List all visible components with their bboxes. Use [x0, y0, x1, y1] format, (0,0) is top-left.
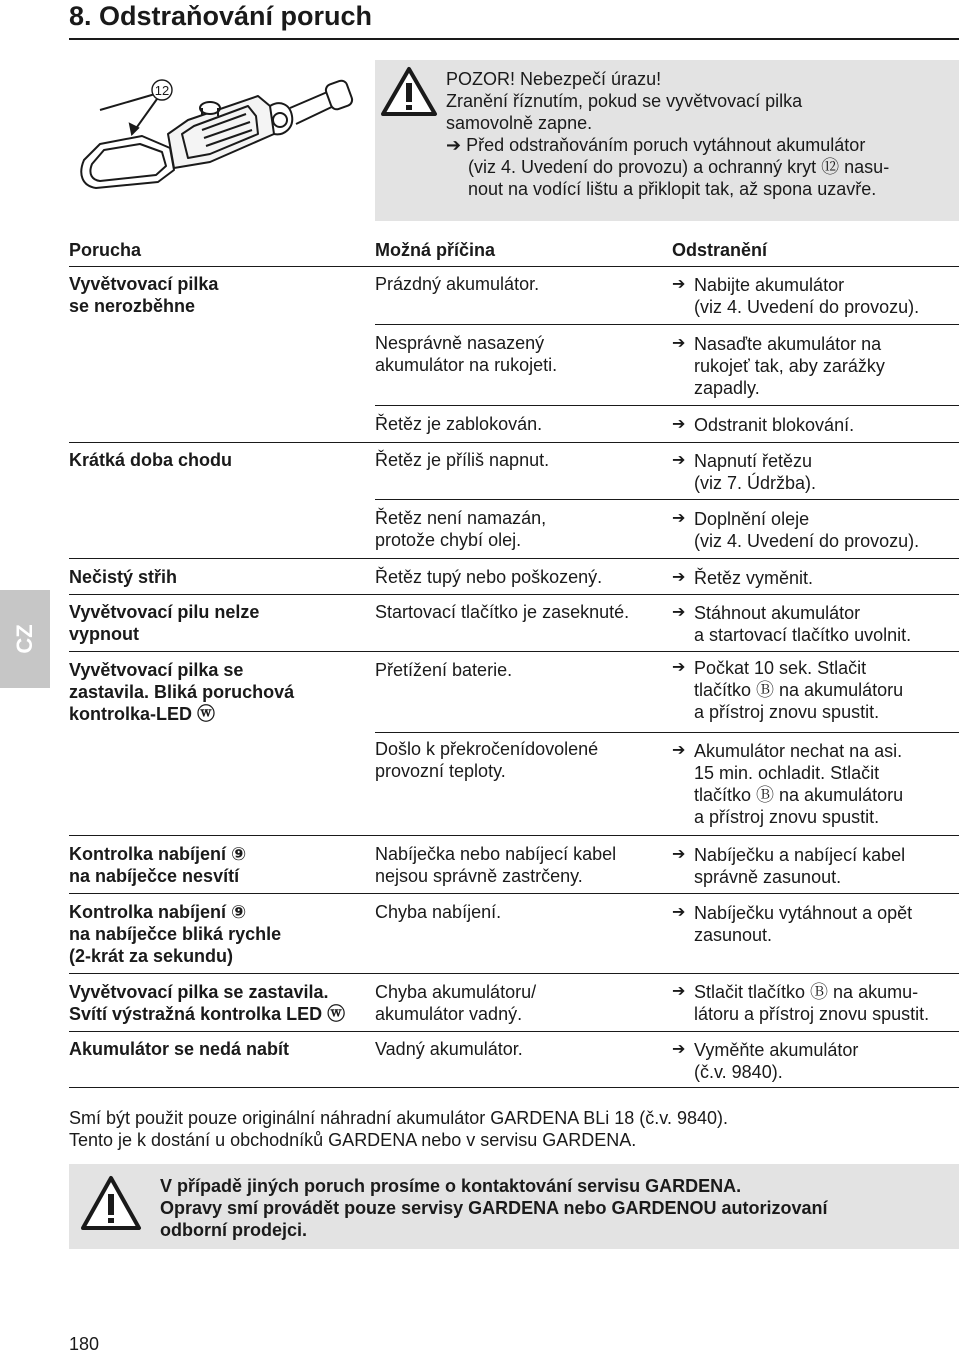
page-number: 180: [69, 1334, 100, 1354]
page-title: 8. Odstraňování poruch: [69, 1, 373, 31]
row-rule: [69, 651, 959, 652]
fault-cell: Akumulátor se nedá nabít: [69, 1039, 290, 1059]
notice-line: odborní prodejci.: [160, 1220, 307, 1240]
cause-cell: Řetěz je zablokován.: [375, 414, 543, 434]
remedy-text: Řetěz vyměnit.: [694, 568, 814, 588]
arrow-icon: ➔: [672, 510, 686, 527]
arrow-icon: ➔: [672, 276, 686, 293]
remedy-cell: [672, 414, 960, 436]
remedy-cell: [672, 567, 960, 589]
fault-cell: Nečistý střih: [69, 567, 178, 587]
cause-cell: Došlo k překročenídovolené provozní teploty.: [375, 739, 599, 781]
row-rule: [375, 405, 959, 406]
arrow-icon: ➔: [672, 452, 686, 469]
cause-cell: Startovací tlačítko je zaseknuté.: [375, 602, 630, 622]
arrow-icon: ➔: [672, 904, 686, 921]
battery-note: [69, 1107, 959, 1151]
warning-heading: POZOR! Nebezpečí úrazu!: [446, 69, 662, 89]
arrow-icon: ➔: [672, 604, 686, 621]
danger-warning-box: [375, 60, 959, 221]
row-rule: [375, 732, 959, 733]
remedy-cell: [672, 1039, 960, 1083]
column-header-remedy: Odstranění: [672, 240, 768, 260]
fault-cell: Vyvětvovací pilu nelze vypnout: [69, 602, 260, 644]
cause-cell: Chyba akumulátoru/ akumulátor vadný.: [375, 982, 537, 1024]
remedy-text: Odstranit blokování.: [694, 415, 855, 435]
remedy-text: Počkat 10 sek. Stlačit tlačítko Ⓑ na akumulátoru a přístroj znovu spustit.: [694, 658, 904, 722]
warning-triangle-icon: [79, 1174, 143, 1234]
row-rule: [69, 1031, 959, 1032]
service-notice-text: [160, 1175, 950, 1241]
cause-cell: Nesprávně nasazený akumulátor na rukojeti.: [375, 333, 558, 375]
remedy-text: Stáhnout akumulátor a startovací tlačítko uvolnit.: [694, 603, 912, 645]
arrow-icon: ➔: [672, 416, 686, 433]
warning-line: ➔ Před odstraňováním poruch vytáhnout akumulátor: [446, 135, 866, 155]
language-tab: [0, 590, 50, 688]
remedy-text: Nasaďte akumulátor na rukojeť tak, aby zarážky zapadly.: [694, 334, 885, 398]
fault-cell: Vyvětvovací pilka se zastavila. Svítí výstražná kontrolka LED ⓦ: [69, 982, 346, 1024]
header-rule: [69, 266, 959, 267]
remedy-cell: [672, 508, 960, 552]
remedy-cell: [672, 450, 960, 494]
fault-cell: Vyvětvovací pilka se nerozběhne: [69, 274, 219, 316]
row-rule: [69, 442, 959, 443]
column-header-cause: Možná příčina: [375, 240, 496, 260]
row-rule: [69, 558, 959, 559]
remedy-text: Stlačit tlačítko Ⓑ na akumu- látoru a přístroj znovu spustit.: [694, 982, 930, 1024]
column-header-fault: Porucha: [69, 240, 142, 260]
remedy-cell: [672, 981, 960, 1025]
row-rule: [375, 499, 959, 500]
remedy-text: Akumulátor nechat na asi. 15 min. ochladit. Stlačit tlačítko Ⓑ na akumulátoru a přístroj znovu spustit.: [694, 741, 904, 827]
remedy-text: Napnutí řetězu (viz 7. Údržba).: [694, 451, 817, 493]
arrow-icon: ➔: [672, 983, 686, 1000]
row-rule: [375, 324, 959, 325]
cause-cell: Chyba nabíjení.: [375, 902, 502, 922]
fault-cell: Kontrolka nabíjení ⑨ na nabíječce nesvítí: [69, 844, 247, 886]
remedy-cell: [672, 274, 960, 318]
cause-cell: Vadný akumulátor.: [375, 1039, 523, 1059]
remedy-cell: [672, 657, 960, 723]
fault-cell: Krátká doba chodu: [69, 450, 233, 470]
arrow-icon: ➔: [672, 569, 686, 586]
arrow-icon: ➔: [672, 335, 686, 352]
warning-line: samovolně zapne.: [446, 113, 593, 133]
arrow-icon: ➔: [672, 659, 686, 676]
arrow-icon: ➔: [672, 1041, 686, 1058]
language-tab-label: CZ: [12, 624, 37, 654]
remedy-cell: [672, 844, 960, 888]
notice-line: Opravy smí provádět pouze servisy GARDENA nebo GARDENOU autorizovaní: [160, 1198, 828, 1218]
remedy-text: Vyměňte akumulátor (č.v. 9840).: [694, 1040, 859, 1082]
cause-cell: Řetěz je příliš napnut.: [375, 450, 550, 470]
remedy-text: Nabíječku a nabíjecí kabel správně zasunout.: [694, 845, 906, 887]
pruner-illustration: [70, 64, 360, 214]
remedy-text: Nabijte akumulátor (viz 4. Uvedení do provozu).: [694, 275, 920, 317]
warning-line: nout na vodící lištu a přiklopit tak, až spona uzavře.: [468, 179, 877, 199]
warning-line: (viz 4. Uvedení do provozu) a ochranný kryt ⑫ nasu-: [468, 157, 890, 177]
row-rule: [69, 835, 959, 836]
arrow-icon: ➔: [672, 846, 686, 863]
remedy-cell: [672, 333, 960, 399]
remedy-cell: [672, 902, 960, 946]
service-notice-box: [69, 1164, 959, 1249]
warning-line: Zranění říznutím, pokud se vyvětvovací pilka: [446, 91, 803, 111]
callout-label: 12: [154, 83, 170, 98]
notice-line: V případě jiných poruch prosíme o kontaktování servisu GARDENA.: [160, 1176, 742, 1196]
fault-cell: Kontrolka nabíjení ⑨ na nabíječce bliká rychle (2-krát za sekundu): [69, 902, 282, 966]
cause-cell: Přetížení baterie.: [375, 660, 513, 680]
note-line: Tento je k dostání u obchodníků GARDENA nebo v servisu GARDENA.: [69, 1130, 637, 1150]
cause-cell: Řetěz tupý nebo poškozený.: [375, 567, 603, 587]
remedy-cell: [672, 602, 960, 646]
table-bottom-rule: [69, 1087, 959, 1088]
warning-text: [446, 68, 951, 200]
remedy-text: Nabíječku vytáhnout a opět zasunout.: [694, 903, 913, 945]
note-line: Smí být použit pouze originální náhradní akumulátor GARDENA BLi 18 (č.v. 9840).: [69, 1108, 729, 1128]
cause-cell: Řetěz není namazán, protože chybí olej.: [375, 508, 547, 550]
row-rule: [69, 973, 959, 974]
warning-triangle-icon: [380, 66, 438, 118]
fault-cell: Vyvětvovací pilka se zastavila. Bliká poruchová kontrolka-LED ⓦ: [69, 660, 295, 724]
row-rule: [69, 893, 959, 894]
title-rule: [69, 38, 959, 40]
remedy-cell: [672, 740, 960, 828]
remedy-text: Doplnění oleje (viz 4. Uvedení do provozu).: [694, 509, 920, 551]
cause-cell: Nabíječka nebo nabíjecí kabel nejsou správně zastrčeny.: [375, 844, 617, 886]
arrow-icon: ➔: [672, 742, 686, 759]
row-rule: [69, 594, 959, 595]
cause-cell: Prázdný akumulátor.: [375, 274, 540, 294]
